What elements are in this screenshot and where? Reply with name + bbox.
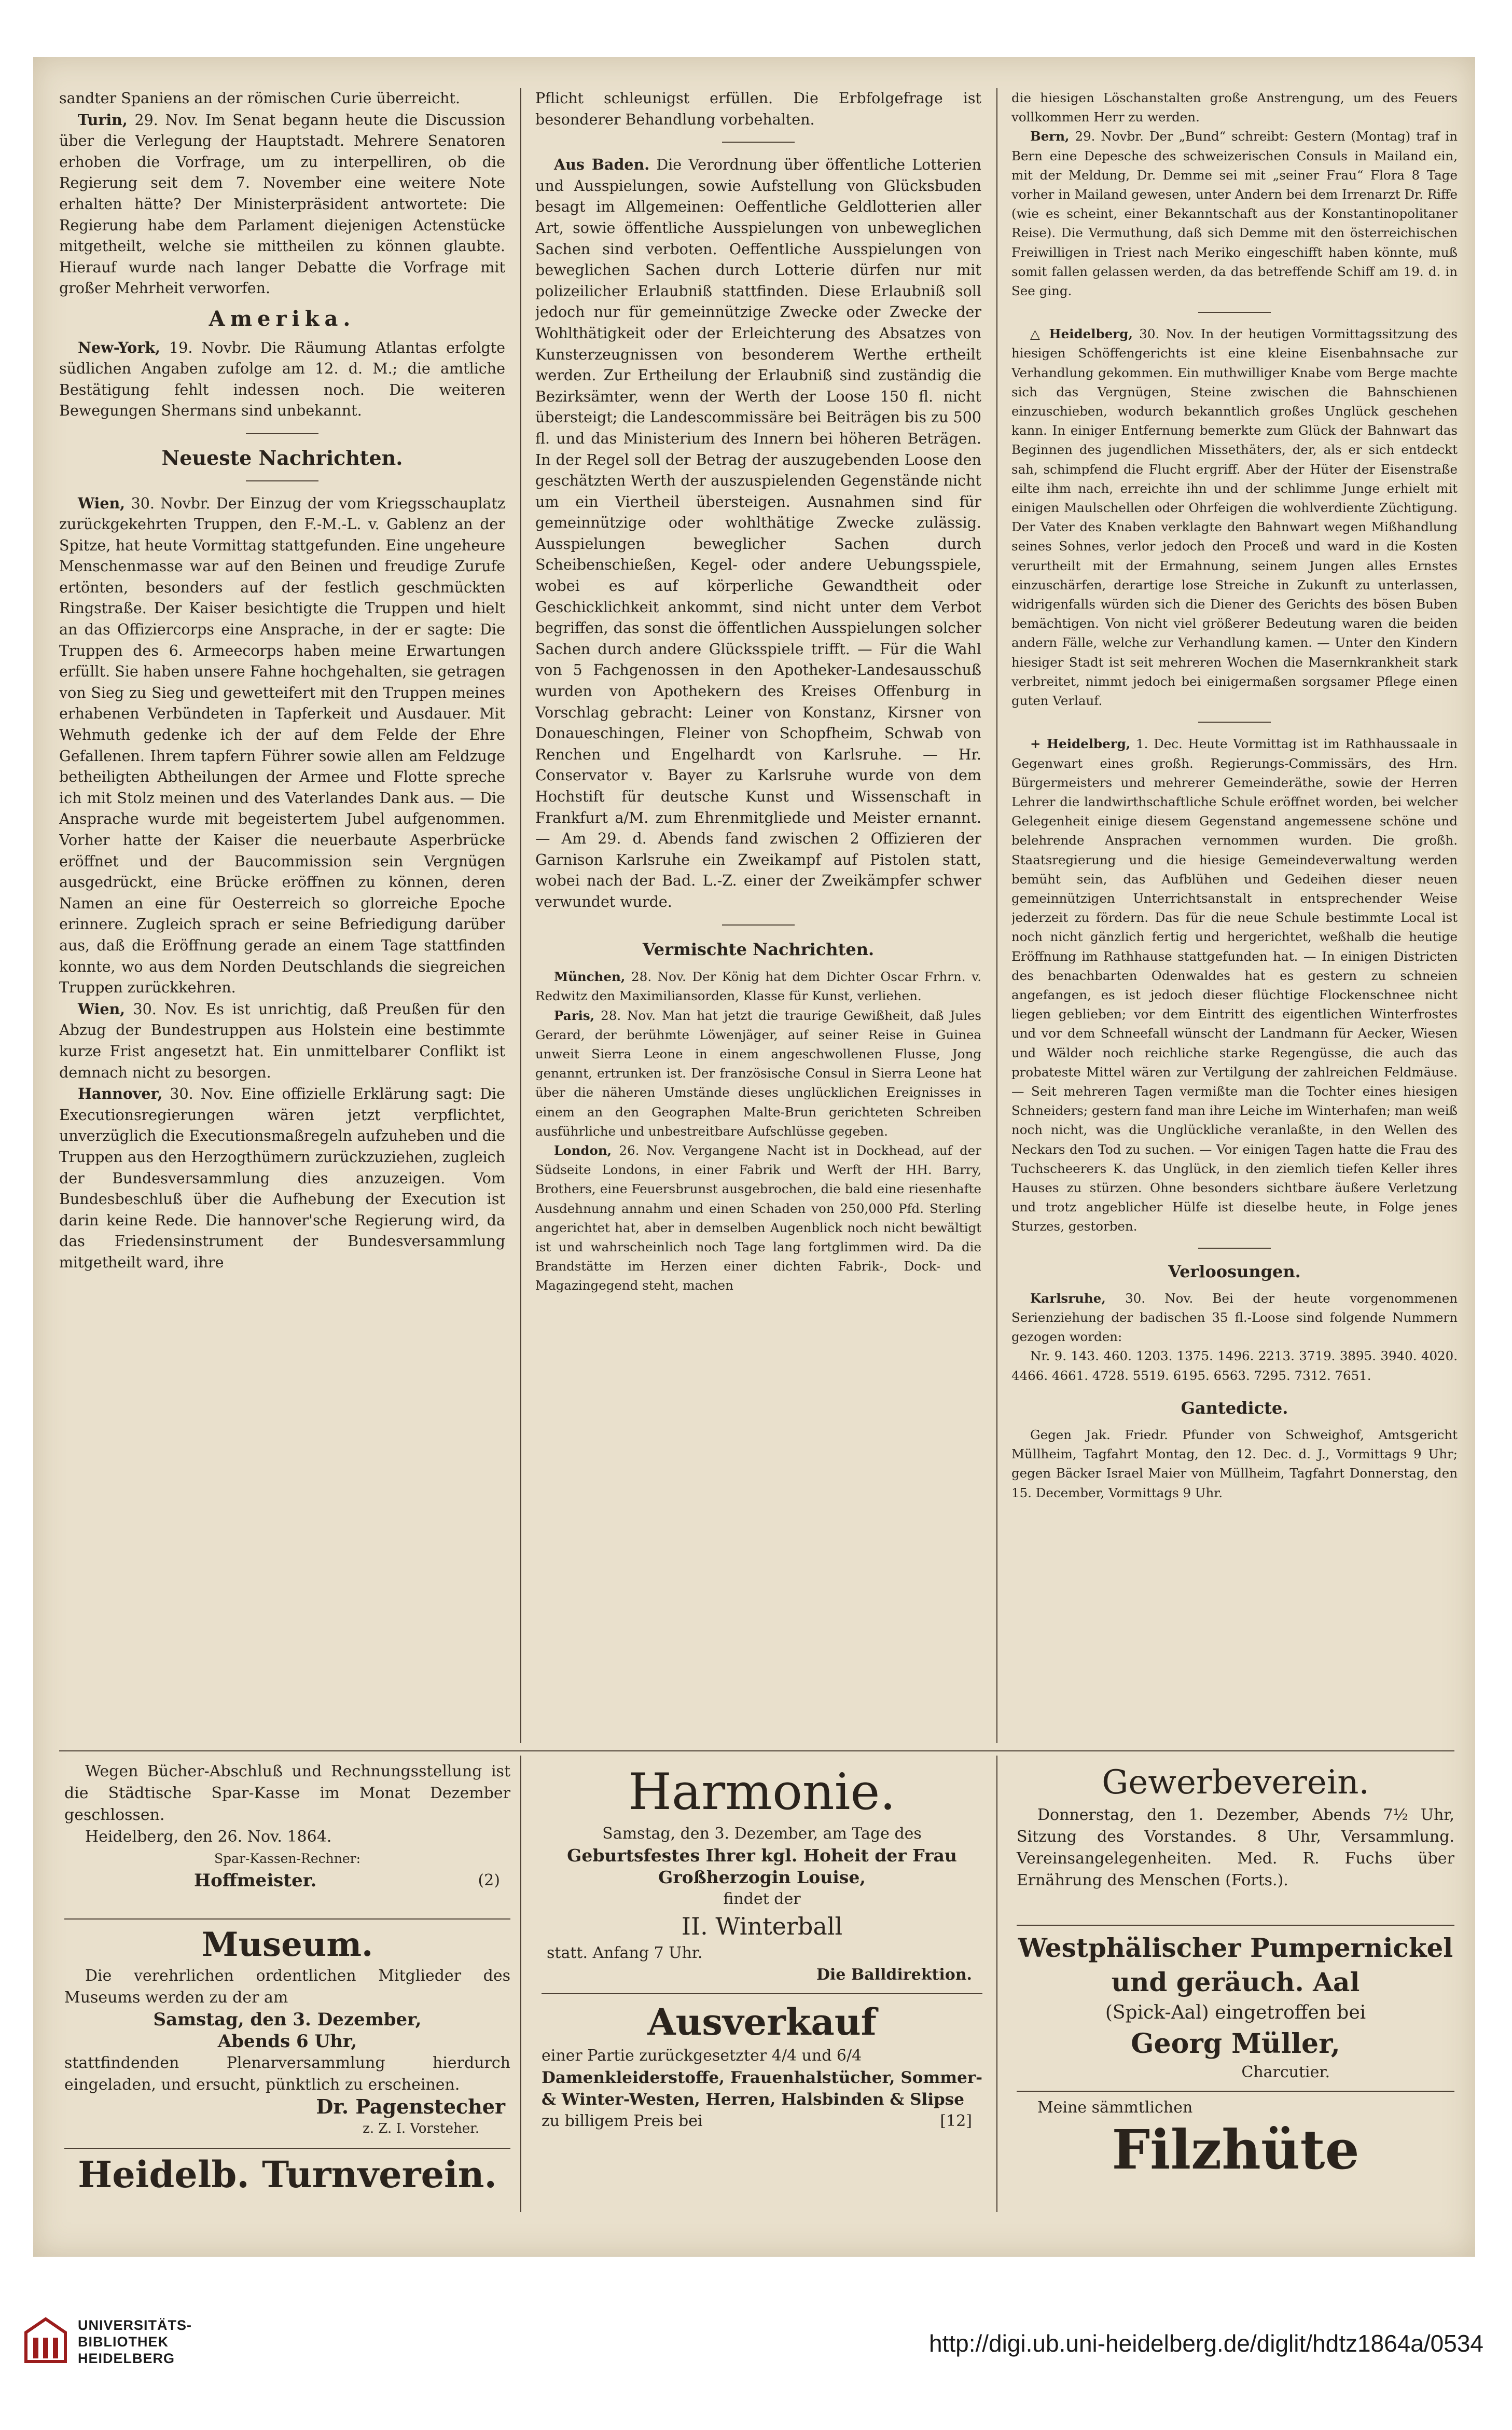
ad-museum — [64, 1925, 510, 2139]
westphael-sub: (Spick-Aal) eingetroffen bei — [1105, 2002, 1366, 2023]
ausverkauf-line3 — [542, 2110, 982, 2132]
harmonie-title: Harmonie. — [628, 1763, 896, 1821]
ausverkauf-title: Ausverkauf — [647, 2000, 877, 2044]
separator — [1198, 1248, 1271, 1249]
article-bern-text: 29. Novbr. Der „Bund“ schreibt: Gestern (Montag) traf in Bern eine Depesche des schweizerischen Consuls in Mailand ein, mit der Meldung, Dr. Demme sei mit „seiner Frau“ Flora 8 Tage vorher in Mailand gewesen, unter Andern bei dem Irrenarzt Dr. Riffe (wie es scheint, einer Bekanntschaft aus der Konstantinopolitaner Reise). Die Vermuthung, daß sich Demme mit den österreichischen Freiwilligen in Triest nach Meriko eingeschifft haben könnte, muß somit fallen gelassen werden, da das betreffende Schiff am 19. d. in See ging. — [1011, 129, 1458, 299]
museum-role: z. Z. I. Vorsteher. — [363, 2121, 479, 2136]
separator — [1198, 722, 1271, 723]
harmonie-line4: statt. Anfang 7 Uhr. — [547, 1944, 703, 1962]
ads-column-rule — [520, 1756, 521, 2212]
article-karlsruhe — [1011, 1289, 1458, 1347]
ausverkauf-num: [12] — [940, 2112, 972, 2130]
museum-line2: stattfindenden Plenarversammlung hierdurch eingeladen, und ersucht, pünktlich zu erscheinen. — [64, 2054, 510, 2094]
footer — [0, 2286, 1512, 2430]
dateline-muenchen: München, — [554, 969, 626, 985]
article-karlsruhe-text: 30. Nov. Bei der heute vorgenommenen Serienziehung der badischen 35 fl.-Loose sind folgende Nummern gezogen worden: — [1011, 1290, 1458, 1345]
article-wien-1-text: 30. Novbr. Der Einzug der vom Kriegsschauplatz zurückgekehrten Truppen, den F.-M.-L. v. Gablenz an der Spitze, hat heute Vormittag stattgefunden. Eine ungeheure Menschenmasse war auf den Beinen und freudige Zurufe ertönten, besonders auf der festlich geschmückten Ringstraße. Der Kaiser besichtigte die Truppen und hielt an das Offiziercorps eine Ansprache, in der er sagte: Die Truppen des 6. Armeecorps haben meine Erwartungen erfüllt. Sie haben unsere Fahne hochgehalten, sie getragen von Sieg zu Sieg und gewetteifert mit den Truppen meines erhabenen Verbündeten in Tapferkeit und Ausdauer. Mit Wehmuth gedenke ich der auf dem Felde der Ehre Gefallenen. Ihrem tapfern Führer sowie allen am Feldzuge betheiligten Abtheilungen der Armee und Flotte spreche ich mit Stolz meinen und des Vaterlandes Dank aus. — Die Ansprache wurde mit begeistertem Jubel aufgenommen. Vorher hatte der Kaiser die neuerbaute Asperbrücke eröffnet und der Baucommission sein Vergnügen ausgedrückt, eine Brücke eröffnen zu können, deren Namen an eine für Oesterreich so glorreiche Epoche erinnere. Zugleich sprach er seine Befriedigung darüber aus, daß die Eröffnung gerade an einem Tage stattfinden konnte, wo aus dem Norden Deutschlands die siegreichen Truppen zurückkehren. — [59, 494, 505, 997]
ad-ausverkauf — [542, 1999, 982, 2132]
article-heidelberg-2-text: 1. Dec. Heute Vormittag ist im Rathhaussaale in Gegenwart eines großh. Regierungs-Commissärs, des Hrn. Bürgermeisters und mehrerer Gemeinderäthe, sowie der Herren Lehrer die landwirthschaftliche Schule eröffnet worden, bei welcher Gelegenheit einige diesem Gegenstand angemessene schöne und belehrende Ansprachen vernommen wurden. Die großh. Staatsregierung und die hiesige Gemeindeverwaltung werden bemüht sein, das Aufblühen und Gedeihen dieser neuen gemeinnützigen Unterrichtsanstalt in entsprechender Weise jederzeit zu fördern. Das für die neue Schule bestimmte Local ist noch nicht gänzlich fertig und hergerichtet, weßhalb die heutige Eröffnung im Rathhause stattgefunden hat. — In einigen Districten des benachbarten Odenwaldes hat es gestern zu schneien angefangen, es ist jedoch dieser flüchtige Flockenschnee nicht liegen geblieben; vor dem Eintritt des eigentlichen Winterfrostes und vor dem Schneefall wünscht der Landmann für Aecker, Wiesen und Wälder noch reichliche starke Regengüsse, die auch das probateste Mittel wären zur Vertilgung der zahlreichen Feldmäuse. — Seit mehreren Tagen vermißte man die Tochter eines hiesigen Schneiders; gestern fand man ihre Leiche im Winterhafen; man weiß noch nicht, was die Unglückliche veranlaßte, in den Wellen des Neckars den Tod zu suchen. — Vor einigen Tagen hatte die Frau des Tuchscheerers K. das Unglück, in den ziemlich tiefen Keller ihres Hauses zu stürzen. Ohne besonders sichtbare äußere Verletzung und trotz angeblicher Hülfe ist dieselbe heute, in Folge jenes Sturzes, gestorben. — [1011, 736, 1458, 1234]
filzhuete-intro: Meine sämmtlichen — [1037, 2098, 1193, 2117]
ad-rule — [64, 1918, 510, 1920]
vermischte-block — [535, 967, 981, 1295]
dateline-hannover: Hannover, — [78, 1085, 163, 1103]
logo-line-1: UNIVERSITÄTS- — [78, 2317, 192, 2333]
dateline-heidelberg-1: △ Heidelberg, — [1030, 326, 1133, 342]
newspaper-page — [33, 57, 1475, 2257]
dateline-newyork: New-York, — [78, 338, 160, 356]
article-heidelberg-1 — [1011, 324, 1458, 710]
turnverein-title: Heidelb. Turnverein. — [78, 2153, 497, 2196]
separator — [722, 142, 795, 143]
sparkasse-role: Spar-Kassen-Rechner: — [214, 1851, 360, 1866]
museum-time: Abends 6 Uhr, — [217, 2031, 357, 2052]
article-baden-text: Die Verordnung über öffentliche Lotterien und Ausspielungen, sowie Aufstellung von Glücksbuden besagt im Allgemeinen: Oeffentliche Geldlotterien aller Art, sowie öffentliche Ausspielungen von unbeweglichen Sachen sind verboten. Oeffentliche Ausspielungen von beweglichen Sachen durch Lotterie dürfen nur mit polizeilicher Erlaubniß stattfinden. Diese Erlaubniß soll jedoch nur für gemeinnützige Zwecke oder Zwecke der Wohlthätigkeit oder der Erleichterung des Absatzes von Kunsterzeugnissen von besonderem Werthe ertheilt werden. Zur Ertheilung der Erlaubniß sind zuständig die Bezirksämter, wenn der Werth der Loose 150 fl. nicht übersteigt; die Landescommissäre bei Beiträgen bis zu 500 fl. und das Ministerium des Innern bei höheren Beträgen. In der Regel soll der Betrag der auszugebenden Loose den geschätzten Werth der auszuspielenden Gegenstände nicht um ein Viertheil übersteigen. Ausnahmen sind für gemeinnützige oder wohlthätige Zwecke zulässig. Ausspielungen beweglicher Sachen durch Scheibenschießen, Kegel- oder andere Uebungsspiele, wobei es auf körperliche Gewandtheit oder Geschicklichkeit ankommt, sind nicht unter dem Verbot begriffen, das sonst die öffentlichen Ausspielungen solcher Sachen durch andere Glücksspiele trifft. — Für die Wahl von 5 Fachgenossen in den Apotheker-Landesausschuß wurden von Apothekern des Kreises Offenburg in Vorschlag gebracht: Leiner von Konstanz, Kirsner von Donaueschingen, Fleiner von Schopfheim, Schwab von Renchen und Engelhardt von Karlsruhe. — Hr. Conservator v. Bayer zu Karlsruhe wurde von dem Hochstift für deutsche Kunst und Wissenschaft in Frankfurt a/M. zum Ehrenmitgliede und Meister ernannt. — Am 29. d. Abends fand zwischen 2 Offizieren der Garnison Karlsruhe ein Zweikampf auf Pistolen statt, wobei nach der Bad. L.-Z. einer der Zweikämpfer schwer verwundet wurde. — [535, 156, 981, 910]
article-heidelberg-2 — [1011, 734, 1458, 1236]
separator — [1198, 312, 1271, 313]
separator — [246, 433, 318, 434]
col1-intro: sandter Spaniens an der römischen Curie überreicht. — [59, 90, 461, 107]
museum-signer: Dr. Pagenstecher — [316, 2095, 505, 2118]
ausverkauf-text1: einer Partie zurückgesetzter 4/4 und 6/4 — [542, 2047, 862, 2065]
ad-rule — [64, 2148, 510, 2149]
museum-line1: Die verehrlichen ordentlichen Mitglieder des Museums werden zu der am — [64, 1967, 510, 2007]
gewerbeverein-title: Gewerbeverein. — [1102, 1763, 1369, 1802]
section-heading-gantedicte: Gantedicte. — [1181, 1398, 1288, 1418]
ad-rule — [1017, 2091, 1454, 2092]
harmonie-ball: II. Winterball — [681, 1912, 843, 1940]
ad-westphaelischer — [1017, 1931, 1454, 2083]
ausverkauf-text3: zu billigem Preis bei — [542, 2112, 703, 2130]
ads-top-rule — [59, 1750, 1454, 1751]
university-library-logo-icon — [24, 2317, 67, 2365]
article-paris-text: 28. Nov. Man hat jetzt die traurige Gewißheit, daß Jules Gerard, der berühmte Löwenjäger, auf seiner Reise in Guinea unweit Sierra Leone in einem angeschwollenen Flusse, Jong genannt, ertrunken ist. Der französische Consul in Sierra Leone hat über die näheren Umstände dieses unglücklichen Ereignisses in einem an den Geographen Malte-Brun gerichteten Schreiben ausführliche und unbestreitbare Aufschlüsse gegeben. — [535, 1007, 981, 1139]
ad-rule — [1017, 1925, 1454, 1926]
ad-filzhuete — [1017, 2097, 1454, 2181]
harmonie-line1: Samstag, den 3. Dezember, am Tage des — [602, 1825, 922, 1843]
article-wien-2-text: 30. Nov. Es ist unrichtig, daß Preußen für den Abzug der Bundestruppen aus Holstein eine bestimmte kurze Frist angesetzt hat. Ein unmittelbarer Conflikt ist demnach nicht zu besorgen. — [59, 1000, 505, 1081]
article-hannover — [59, 1083, 505, 1273]
article-heidelberg-1-text: 30. Nov. In der heutigen Vormittagssitzung des hiesigen Schöffengerichts ist eine kleine Eisenbahnsache zur Verhandlung gekommen. Ein muthwilliger Knabe vom Berge machte sich das Vergnügen, Steine zwischen die Bahnschienen einzuschieben, wodurch bekanntlich großes Unglück geschehen kann. In einiger Entfernung bemerkte zum Glück der Bahnwart das Beginnen des jugendlichen Missethäters, der, als er sich entdeckt sah, schimpfend die Flucht ergriff. Aber der Hüter der Eisenstraße eilte ihm nach, erreichte ihn und der schlimme Junge erhielt mit einigen Maulschellen oder Ohrfeigen die wohlverdiente Züchtigung. Der Vater des Knaben verklagte den Bahnwart wegen Mißhandlung seines Sohnes, verlor jedoch den Proceß und ward in die Kosten verurtheilt mit der Ermahnung, seinem Jungen alles Ernstes einzuschärfen, derartige lose Streiche in Zukunft zu unterlassen, widrigenfalls würden sich die Diener des Gerichts des bösen Buben bemächtigen. Von nicht viel größerer Bedeutung waren die beiden andern Fälle, welche zur Verhandlung kamen. — Unter den Kindern hiesiger Stadt ist seit mehreren Wochen die Masernkrankheit stark verbreitet, nimmt jedoch bei einigermaßen sorgsamer Pflege einen guten Verlauf. — [1011, 326, 1458, 709]
separator — [722, 924, 795, 926]
article-paris — [535, 1006, 981, 1141]
article-muenchen — [535, 967, 981, 1005]
separator — [246, 480, 318, 481]
gewerbeverein-text: Donnerstag, den 1. Dezember, Abends 7½ Uhr, Sitzung des Vorstandes. 8 Uhr, Versammlung. Vereinsangelegenheiten. Med. R. Fuchs über Ernährung des Menschen (Forts.). — [1017, 1806, 1454, 1889]
harmonie-line3: findet der — [723, 1890, 801, 1908]
westphael-name: Georg Müller, — [1131, 2028, 1340, 2060]
westphael-role: Charcutier. — [1241, 2063, 1330, 2081]
filzhuete-title: Filzhüte — [1112, 2118, 1360, 2182]
ad-rule — [542, 1993, 982, 1994]
column-2 — [535, 88, 981, 1743]
museum-title: Museum. — [201, 1925, 373, 1964]
article-muenchen-text: 28. Nov. Der König hat dem Dichter Oscar Frhrn. v. Redwitz den Maximiliansorden, Klasse für Kunst, verliehen. — [535, 969, 981, 1004]
section-heading-vermischte: Vermischte Nachrichten. — [642, 939, 875, 959]
sparkasse-text: Wegen Bücher-Abschluß und Rechnungsstellung ist die Städtische Spar-Kasse im Monat Dezember geschlossen. — [64, 1762, 510, 1824]
dateline-turin: Turin, — [78, 111, 128, 129]
dateline-karlsruhe: Karlsruhe, — [1030, 1290, 1106, 1306]
lottery-numbers: Nr. 9. 143. 460. 1203. 1375. 1496. 2213. 3719. 3895. 3940. 4020. 4466. 4661. 4728. 5519. 6195. 6563. 7295. 7312. 7651. — [1011, 1348, 1458, 1383]
dateline-heidelberg-2: + Heidelberg, — [1030, 736, 1131, 752]
university-library-name — [78, 2317, 192, 2367]
article-gantedicte: Gegen Jak. Friedr. Pfunder von Schweighof, Amtsgericht Müllheim, Tagfahrt Montag, den 12. Dec. d. J., Vormittags 9 Uhr; gegen Bäcker Israel Maier von Müllheim, Tagfahrt Donnerstag, den 15. December, Vormittags 9 Uhr. — [1011, 1427, 1458, 1500]
ad-gewerbeverein — [1017, 1761, 1454, 1891]
harmonie-line2: Geburtsfestes Ihrer kgl. Hoheit der Frau Großherzogin Louise, — [567, 1845, 957, 1887]
sparkasse-date: Heidelberg, den 26. Nov. 1864. — [85, 1828, 332, 1846]
sparkasse-name: Hoffmeister. — [194, 1870, 317, 1891]
col2-intro: Pflicht schleunigst erfüllen. Die Erbfolgefrage ist besonderer Behandlung vorbehalten. — [535, 90, 981, 128]
ausverkauf-text2: Damenkleiderstoffe, Frauenhalstücher, Sommer- & Winter-Westen, Herren, Halsbinden & Slipse — [542, 2068, 982, 2109]
dateline-baden: Aus Baden. — [554, 156, 650, 174]
museum-date: Samstag, den 3. Dezember, — [153, 2009, 422, 2030]
col3-intro: die hiesigen Löschanstalten große Anstrengung, um des Feuers vollkommen Herr zu werden. — [1011, 90, 1458, 125]
article-newyork-text: 19. Novbr. Die Räumung Atlantas erfolgte südlichen Angaben zufolge am 12. d. M.; die amtliche Bestätigung fehlt indessen noch. Die weiteren Bewegungen Shermans sind unbekannt. — [59, 339, 505, 420]
section-heading-neueste: Neueste Nachrichten. — [161, 446, 403, 470]
westphael-title: Westphälischer Pumpernickel und geräuch. Aal — [1018, 1932, 1453, 1997]
dateline-wien-2: Wien, — [78, 1000, 126, 1018]
section-heading-verloosungen: Verloosungen. — [1168, 1261, 1301, 1281]
article-baden — [535, 154, 981, 913]
ads-column-rule — [996, 1756, 997, 2212]
ad-sparkasse — [64, 1761, 510, 1893]
page-content — [59, 88, 1458, 2215]
article-turin-text: 29. Nov. Im Senat begann heute die Discussion über die Verlegung der Hauptstadt. Mehrere Senatoren erhoben die Vorfrage, um zu interpelliren, ob die Regierung seit dem 7. November eine weitere Note erhalten hätte? Der Ministerpräsident antwortete: Die Regierung habe dem Parlament diejenigen Actenstücke mitgetheilt, welche sie mittheilen zu können glaubte. Hierauf wurde nach langer Debatte die Vorfrage mit großer Mehrheit verworfen. — [59, 111, 505, 297]
article-turin — [59, 109, 505, 299]
dateline-paris: Paris, — [554, 1007, 595, 1023]
article-bern — [1011, 127, 1458, 300]
section-heading-amerika: Amerika. — [209, 306, 356, 331]
article-newyork — [59, 337, 505, 422]
column-1 — [59, 88, 505, 1743]
logo-line-3: HEIDELBERG — [78, 2351, 175, 2366]
article-london — [535, 1141, 981, 1295]
logo-line-2: BIBLIOTHEK — [78, 2334, 169, 2350]
column-3 — [1011, 88, 1458, 1743]
ad-harmonie — [542, 1761, 982, 1986]
column-rule — [520, 88, 521, 1743]
article-wien-1 — [59, 493, 505, 999]
source-url[interactable]: http://digi.ub.uni-heidelberg.de/diglit/hdtz1864a/0534 — [928, 2330, 1483, 2357]
dateline-london: London, — [554, 1142, 612, 1158]
column-rule — [996, 88, 997, 1743]
ad-turnverein — [64, 2153, 510, 2197]
dateline-wien-1: Wien, — [78, 494, 126, 512]
article-london-text: 26. Nov. Vergangene Nacht ist in Dockhead, auf der Südseite Londons, in einer Fabrik und Werft der HH. Barry, Brothers, eine Feuersbrunst ausgebrochen, die bald eine riesenhafte Ausdehnung annahm und einen Schaden von 250,000 Pfd. Sterling angerichtet hat, aber in demselben Augenblick noch nicht bewältigt ist und wahrscheinlich noch Tage lang fortglimmen wird. Da die Brandstätte im Herzen einer dichten Fabrik-, Dock- und Magazingegend steht, machen — [535, 1142, 981, 1293]
sparkasse-num: (2) — [478, 1871, 500, 1889]
sparkasse-sign — [64, 1870, 510, 1893]
article-wien-2 — [59, 999, 505, 1083]
dateline-bern: Bern, — [1030, 129, 1070, 144]
harmonie-sign: Die Balldirektion. — [816, 1966, 972, 1984]
article-hannover-text: 30. Nov. Eine offizielle Erklärung sagt: Die Executionsregierungen wären jetzt verpflichtet, unverzüglich die Executionsmaßregeln aufzuheben und die Truppen aus den Herzogthümern zurückzuziehen, zugleich der Bundesversammlung dies anzuzeigen. Vom Bundesbeschluß über die Aufhebung der Execution ist darin keine Rede. Die hannover'sche Regierung wird, da das Friedensinstrument der Bundesversammlung mitgetheilt ward, ihre — [59, 1085, 505, 1271]
